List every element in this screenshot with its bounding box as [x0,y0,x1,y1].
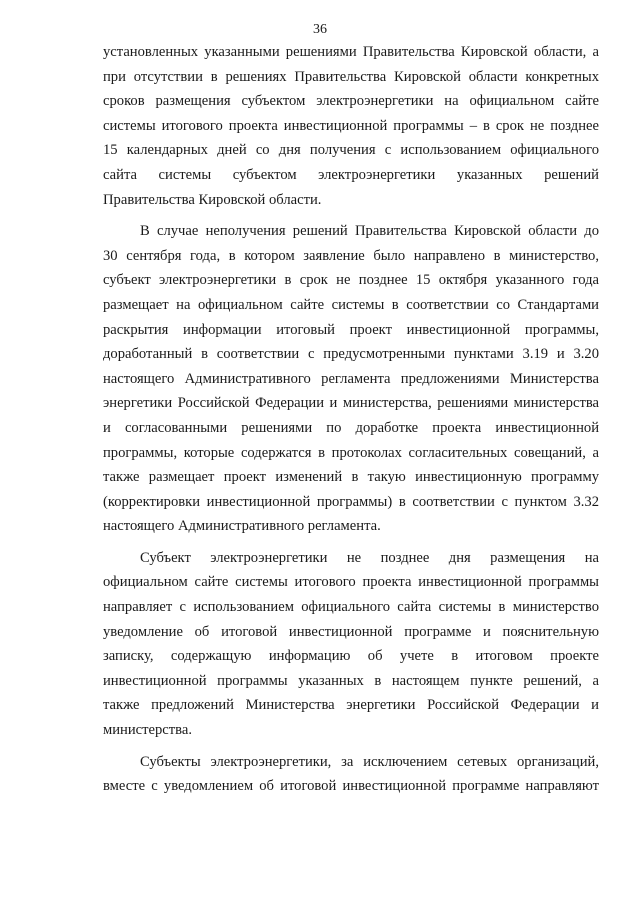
text-line: 15 календарных дней со дня получения с использованием официального [103,142,599,159]
text-line: установленных указанными решениями Правительства Кировской области, а [103,44,599,60]
text-line: настоящего Административного регламента предложениями Министерства [103,370,599,387]
text-line: 30 сентября года, в котором заявление было направлено в министерство, [103,247,599,264]
text-line: системы итогового проекта инвестиционной программы – в срок не позднее [103,117,599,134]
text-line: энергетики Российской Федерации и министерства, решениями министерства [103,395,599,412]
text-line: В случае неполучения решений Правительства Кировской области до [140,223,599,240]
page-number: 36 [313,22,327,37]
paragraph-p2 [103,219,599,539]
text-line: и согласованными решениями по доработке проекта инвестиционной [103,419,599,436]
text-line: министерства. [103,722,192,739]
paragraph-p3 [103,546,599,743]
text-line: уведомление об итоговой инвестиционной программе и пояснительную [103,623,599,640]
text-line: (корректировки инвестиционной программы) в соответствии с пунктом 3.32 [103,493,599,510]
text-line: сроков размещения субъектом электроэнергетики на официальном сайте [103,93,599,110]
text-line: Субъекты электроэнергетики, за исключением сетевых организаций, [140,753,599,770]
text-line: при отсутствии в решениях Правительства Кировской области конкретных [103,68,599,85]
text-line: также предложений Министерства энергетики Российской Федерации и [103,697,599,714]
text-line: размещает на официальном сайте системы в соответствии со Стандартами [103,296,599,313]
text-line: Правительства Кировской области. [103,191,322,208]
document-body [103,40,599,806]
text-line: программы, которые содержатся в протоколах согласительных совещаний, а [103,444,599,461]
text-line: раскрытия информации итоговый проект инвестиционной программы, [103,321,599,338]
text-line: настоящего Административного регламента. [103,518,381,535]
text-line: вместе с уведомлением об итоговой инвестиционной программе направляют [103,778,599,795]
paragraph-p4 [103,750,599,799]
text-line: направляет с использованием официального сайта системы в министерство [103,599,599,616]
text-line: записку, содержащую информацию об учете в итоговом проекте [103,648,599,665]
text-line: субъект электроэнергетики в срок не позднее 15 октября указанного года [103,272,599,289]
text-line: инвестиционной программы указанных в настоящем пункте решений, а [103,672,599,689]
paragraph-p1 [103,40,599,212]
text-line: официальном сайте системы итогового проекта инвестиционной программы [103,574,599,591]
text-line: Субъект электроэнергетики не позднее дня размещения на [140,549,599,566]
text-line: также размещает проект изменений в такую инвестиционную программу [103,469,599,486]
text-line: сайта системы субъектом электроэнергетики указанных решений [103,166,599,183]
text-line: доработанный в соответствии с предусмотренными пунктами 3.19 и 3.20 [103,346,599,363]
